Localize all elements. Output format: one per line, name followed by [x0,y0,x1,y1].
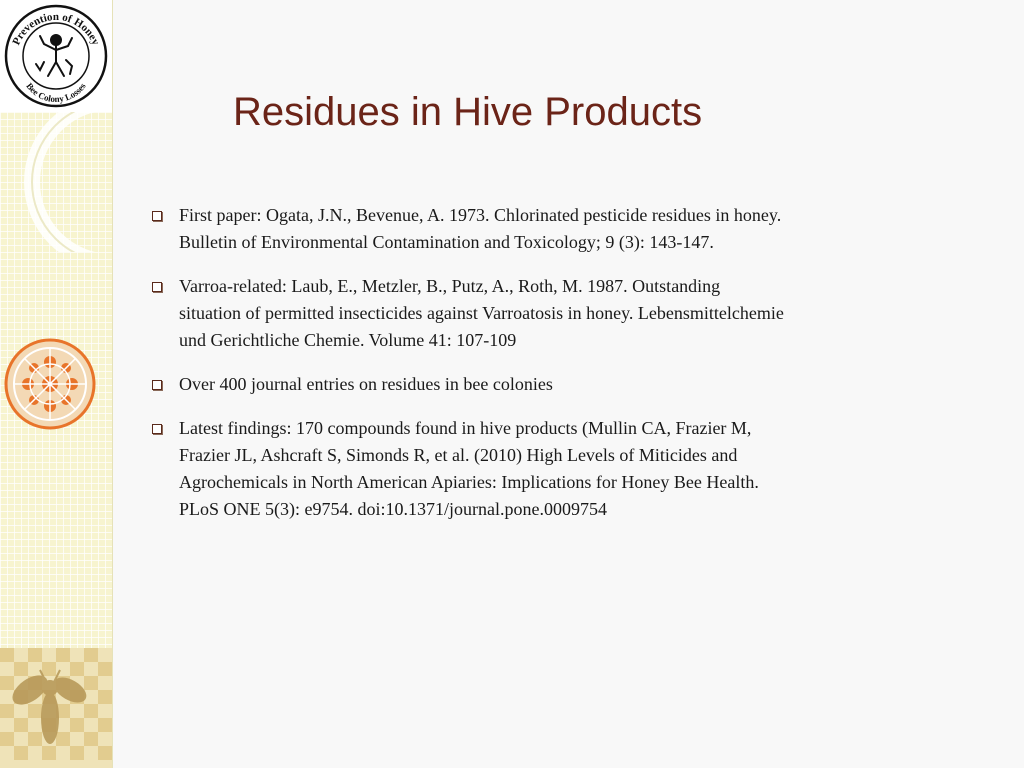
bullet-line: First paper: Ogata, J.N., Bevenue, A. 1973. Chlorinated pesticide residues in honey. [179,205,782,225]
bullet-line: Bulletin of Environmental Contamination and Toxicology; 9 (3): 143-147. [179,232,714,252]
square-bullet-icon [152,380,162,390]
slide-title: Residues in Hive Products [233,90,703,134]
checker-pattern [0,648,112,768]
bullet-list [152,202,952,540]
bullet-line: Frazier JL, Ashcraft S, Simonds R, et al. (2010) High Levels of Miticides and [179,445,738,465]
bullet-line: PLoS ONE 5(3): e9754. doi:10.1371/journal.pone.0009754 [179,499,607,519]
bullet-line: Latest findings: 170 compounds found in hive products (Mullin CA, Frazier M, [179,418,752,438]
logo [0,0,112,112]
bullet-line: Agrochemicals in North American Apiaries: Implications for Honey Bee Health. [179,472,759,492]
square-bullet-icon [152,282,162,292]
ring-decoration [0,112,112,252]
bullet-item [152,415,952,523]
square-bullet-icon [152,211,162,221]
bullet-line: situation of permitted insecticides against Varroatosis in honey. Lebensmittelchemie [179,303,784,323]
square-bullet-icon [152,424,162,434]
bullet-item [152,202,952,256]
logo-text-top: Prevention of Honey [10,10,102,48]
bullet-line: und Gerichtliche Chemie. Volume 41: 107-109 [179,330,517,350]
decorative-side-band [0,0,113,768]
bullet-line: Varroa-related: Laub, E., Metzler, B., Putz, A., Roth, M. 1987. Outstanding [179,276,721,296]
bullet-item [152,371,952,398]
bullet-item [152,273,952,354]
honeycomb-medallion-icon [4,338,96,430]
bullet-line: Over 400 journal entries on residues in bee colonies [179,374,553,394]
logo-text-bottom: Bee Colony Losses [24,80,88,105]
